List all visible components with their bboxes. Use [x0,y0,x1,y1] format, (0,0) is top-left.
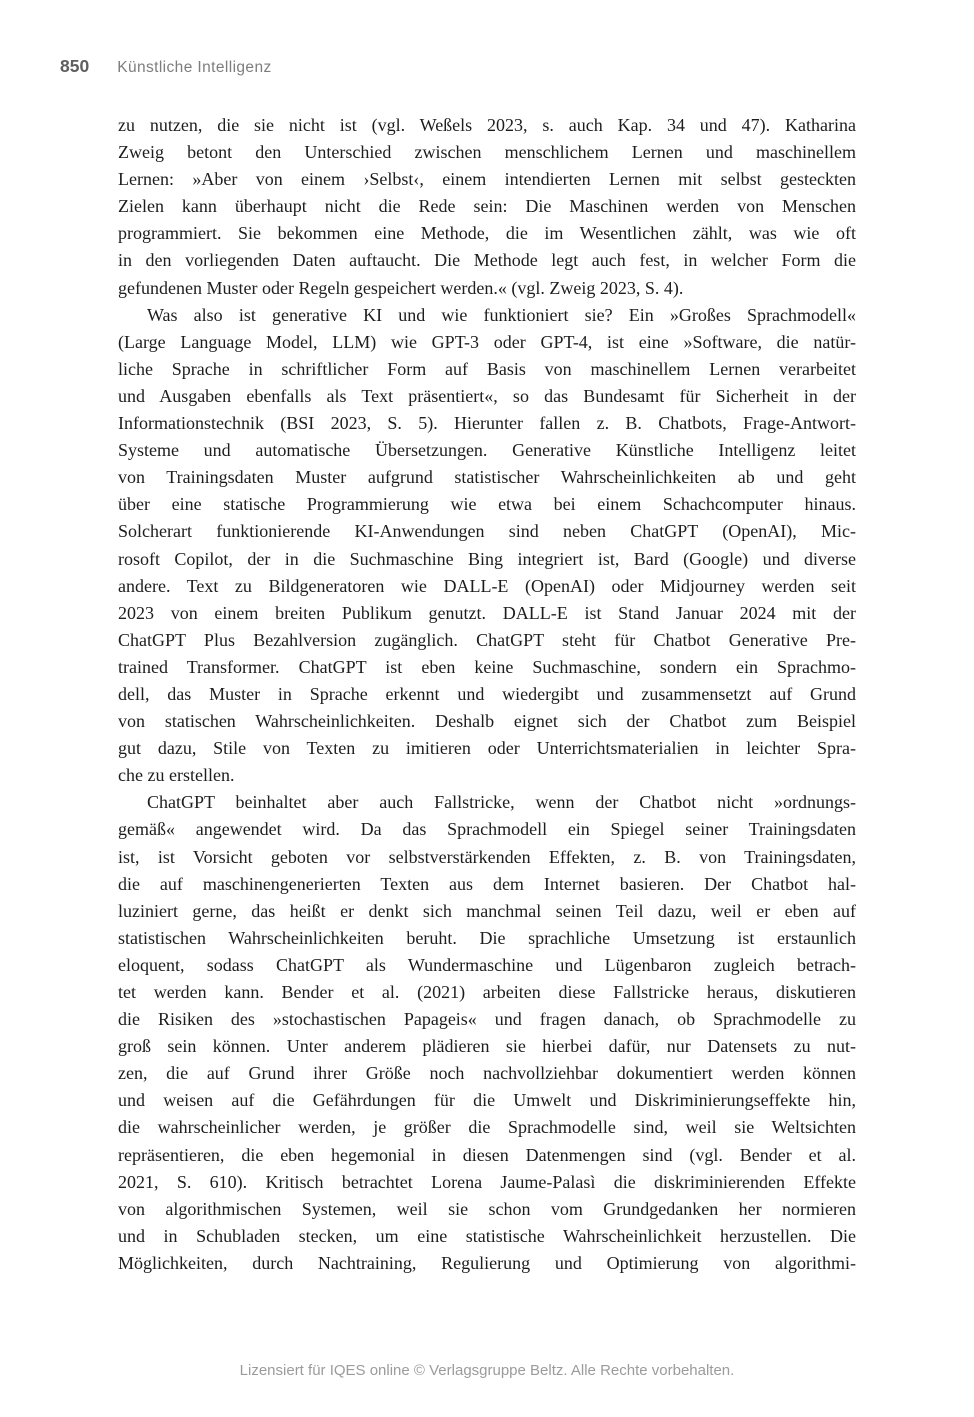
license-notice: Lizensiert für IQES online © Verlagsgruppe Beltz. Alle Rechte vorbehalten. [239,1362,735,1379]
text-line: 2021, S. 610). Kritisch betrachtet Lorena Jaume-Palasì die diskriminierenden Effekte [118,1171,856,1192]
text-line: ChatGPT beinhaltet aber auch Fallstricke, wenn der Chatbot nicht »ordnungs- [147,792,856,813]
text-line: liche Sprache in schriftlicher Form auf Basis von maschinellem Lernen verarbeitet [118,358,856,379]
text-line: eloquent, sodass ChatGPT als Wundermaschine und Lügenbaron zugleich betrach- [118,954,856,975]
text-line: von Trainingsdaten Muster aufgrund statistischer Wahrscheinlichkeiten ab und geht [118,467,856,488]
text-line: Lernen: »Aber von einem ›Selbst‹, einem intendierten Lernen mit selbst gesteckten [118,169,856,190]
text-line: und in Schubladen stecken, um eine statistische Wahrscheinlichkeit herzustellen. Die [118,1225,856,1246]
body-text [118,112,856,1277]
text-line: rosoft Copilot, der in die Suchmaschine Bing integriert ist, Bard (Google) und diverse [118,548,856,569]
text-line: groß sein können. Unter anderem plädieren sie hierbei dafür, nur Datensets zu nut- [118,1036,856,1057]
text-line: (Large Language Model, LLM) wie GPT-3 oder GPT-4, ist eine »Software, die natür- [118,331,856,352]
text-line: Solcherart funktionierende KI-Anwendungen sind neben ChatGPT (OpenAI), Mic- [118,521,856,542]
page-header [60,56,272,77]
text-line: Informationstechnik (BSI 2023, S. 5). Hierunter fallen z. B. Chatbots, Frage-Antwort- [118,413,856,434]
text-line: gemäß« angewendet wird. Da das Sprachmodell ein Spiegel seiner Trainingsdaten [118,819,856,840]
text-line: dell, das Muster in Sprache erkennt und wiedergibt und zusammensetzt auf Grund [118,683,856,704]
text-line: Möglichkeiten, durch Nachtraining, Regulierung und Optimierung von algorithmi- [118,1252,856,1273]
text-line: und weisen auf die Gefährdungen für die Umwelt und Diskriminierungseffekte hin, [118,1090,856,1111]
text-line: von statischen Wahrscheinlichkeiten. Deshalb eignet sich der Chatbot zum Beispiel [118,711,856,732]
text-line: repräsentieren, die eben hegemonial in diesen Datenmengen sind (vgl. Bender et al. [118,1144,856,1165]
text-line: statistischen Wahrscheinlichkeiten beruht. Die sprachliche Umsetzung ist erstaunlich [118,927,856,948]
page-footer [0,1362,974,1379]
page-number: 850 [60,56,90,76]
text-line: die Risiken des »stochastischen Papageis« und fragen danach, ob Sprachmodelle zu [118,1009,856,1030]
text-line: die wahrscheinlicher werden, je größer die Sprachmodelle sind, weil sie Weltsichten [118,1117,856,1138]
text-line: Zielen kann überhaupt nicht die Rede sein: Die Maschinen werden von Menschen [118,196,856,217]
text-line: luziniert gerne, das heißt er denkt sich manchmal seinen Teil dazu, weil er eben auf [118,900,856,921]
text-line: über eine statische Programmierung wie etwa bei einem Schachcomputer hinaus. [118,494,856,515]
text-line: Was also ist generative KI und wie funktioniert sie? Ein »Großes Sprachmodell« [147,304,856,325]
text-line: die auf maschinengenerierten Texten aus dem Internet basieren. Der Chatbot hal- [118,873,856,894]
text-line: von algorithmischen Systemen, weil sie schon vom Grundgedanken her normieren [118,1198,856,1219]
text-line: ChatGPT Plus Bezahlversion zugänglich. ChatGPT steht für Chatbot Generative Pre- [118,629,856,650]
text-line: tet werden kann. Bender et al. (2021) arbeiten diese Fallstricke heraus, diskutieren [118,982,856,1002]
text-line: und Ausgaben ebenfalls als Text präsentiert«, so das Bundesamt für Sicherheit in der [118,385,856,406]
text-line: che zu erstellen. [118,765,235,786]
text-line: gefundenen Muster oder Regeln gespeichert werden.« (vgl. Zweig 2023, S. 4). [118,277,684,298]
text-line: gut dazu, Stile von Texten zu imitieren oder Unterrichtsmaterialien in leichter Spra- [118,738,856,759]
text-line: zu nutzen, die sie nicht ist (vgl. Weßels 2023, s. auch Kap. 34 und 47). Katharina [118,115,856,135]
text-line: trained Transformer. ChatGPT ist eben keine Suchmaschine, sondern ein Sprachmo- [118,656,856,677]
text-line: andere. Text zu Bildgeneratoren wie DALL-E (OpenAI) oder Midjourney werden seit [118,575,856,596]
text-line: ist, ist Vorsicht geboten vor selbstverstärkenden Effekten, z. B. von Trainingsdaten, [118,846,856,867]
text-line: zen, die auf Grund ihrer Größe noch nachvollziehbar dokumentiert werden können [118,1063,856,1084]
text-line: Zweig betont den Unterschied zwischen menschlichem Lernen und maschinellem [118,142,856,163]
running-head: Künstliche Intelligenz [117,59,272,76]
text-line: Systeme und automatische Übersetzungen. Generative Künstliche Intelligenz leitet [118,440,856,461]
text-line: programmiert. Sie bekommen eine Methode, die im Wesentlichen zählt, was wie oft [118,223,856,244]
text-line: in den vorliegenden Daten auftaucht. Die Methode legt auch fest, in welcher Form die [118,250,856,271]
text-line: 2023 von einem breiten Publikum genutzt. DALL-E ist Stand Januar 2024 mit der [118,602,856,623]
